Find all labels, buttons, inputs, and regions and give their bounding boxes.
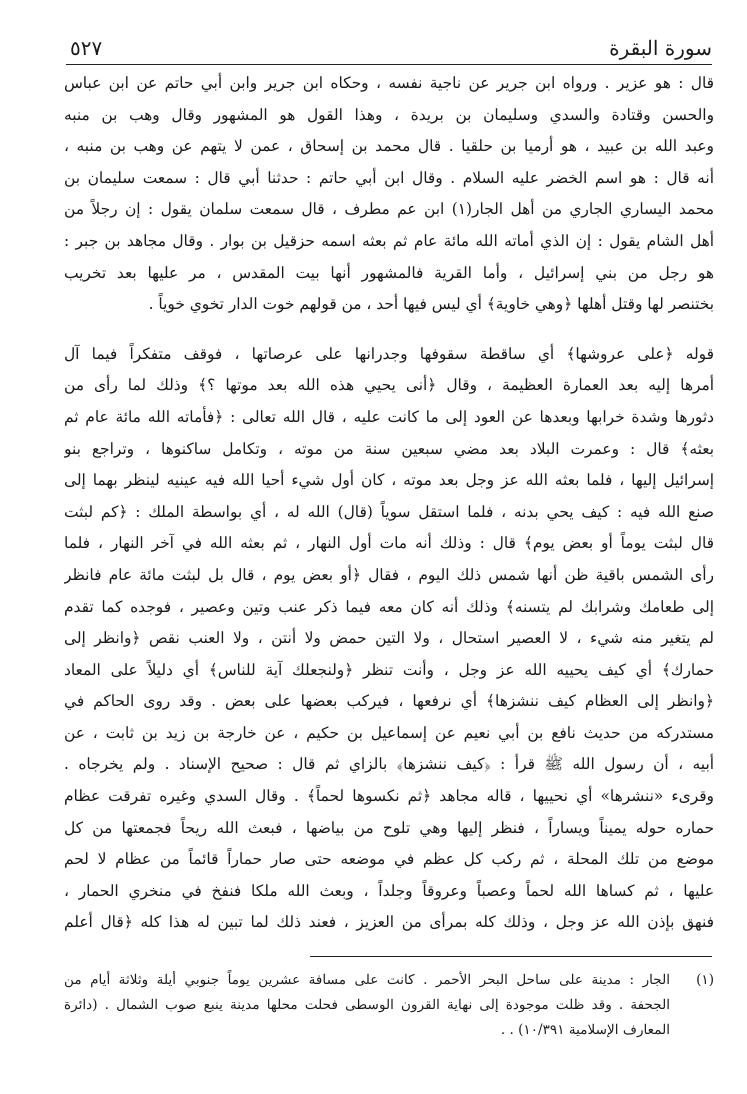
footnote-number: (١) — [696, 972, 714, 988]
text-line: لم يتغير منه شيء ، لا العصير استحال ، ولا التين حمض ولا أنتن ، ولا العنب نقص ﴿وانظر إلى — [64, 629, 714, 648]
surah-title: سورة البقرة — [609, 36, 712, 60]
paragraph-2 — [64, 339, 714, 939]
text-line: قوله ﴿على عروشها﴾ أي ساقطة سقوفها وجدرانها على عرصاتها ، فوقف متفكراً فيما آل — [64, 344, 714, 363]
text-line: حمارك﴾ أي كيف يحييه الله عز وجل ، وأنت تنظر ﴿ولنجعلك آية للناس﴾ أي دليلاً على المعاد — [64, 660, 714, 679]
text-line: صنع الله فيه : كيف يحي بدنه ، فلما استقل سوياً (قال) الله له ، أي بواسطة الملك : ﴿كم لبثت — [64, 502, 714, 521]
text-line: عليها ، ثم كساها الله لحماً وعصباً وعروقاً وجلداً ، وبعث الله ملكا فنفخ في منخري الحمار ، — [64, 881, 714, 900]
text-line: إلى طعامك وشرابك لم يتسنه﴾ وذلك أنه كان معه فيما ذكر عنب وتين وعصير ، فوجده كما تقدم — [64, 597, 714, 616]
header-divider — [66, 64, 712, 65]
text-line: أمرها إليه بعد العمارة العظيمة ، وقال ﴿أنى يحيي هذه الله بعد موتها ؟﴾ وذلك لما رأى من — [64, 376, 714, 395]
text-line: قال لبثت يوماً أو بعض يوم﴾ قال : وذلك أنه مات أول النهار ، ثم بعثه الله في آخر النهار ، فلما — [64, 534, 714, 553]
footnote — [64, 968, 714, 1043]
text-line: ﴿وانظر إلى العظام كيف ننشزها﴾ أي نرفعها ، فيركب بعضها على بعض . وقد روى الحاكم في — [64, 692, 714, 711]
text-line: بعثه﴾ قال : وعمرت البلاد بعد مضي سبعين سنة من موته ، وتكامل ساكنوها ، وتراجع بنو — [64, 439, 714, 458]
text-line: إسرائيل إليها ، فلما بعثه الله عز وجل بعد موته ، كان أول شيء أحيا الله فيه عينيه لينظر بهما إلى — [64, 471, 714, 490]
text-line: حماره حوله يميناً ويساراً ، فنظر إليها وهي تلوح من بياضها ، فبعث الله ريحاً فجمعتها من كل — [64, 818, 714, 837]
text-line: أهل الشام يقول : إن الذي أماته الله مائة عام ثم بعثه اسمه حزقيل بن بوار . وقال مجاهد بن جبر : — [64, 231, 714, 250]
text-line: دثورها وشدة خرابها وبعدها عن العود إلى ما كانت عليه ، قال الله تعالى : ﴿فأماته الله مائة عام ثم — [64, 407, 714, 426]
main-text — [64, 68, 714, 939]
text-line: قال : هو عزير . ورواه ابن جرير عن ناجية نفسه ، وحكاه ابن جرير وابن أبي حاتم عن ابن عباس — [64, 74, 714, 92]
footnote-line: المعارف الإسلامية ١٠/٣٩١) . . — [500, 1022, 670, 1038]
page-header — [66, 34, 712, 62]
page-number: ٥٢٧ — [70, 36, 103, 60]
text-line: موضع من تلك المحلة ، ثم ركب كل عظم في موضعه حتى صار حماراً قائماً من عظام لا لحم — [64, 850, 714, 869]
text-line: وعبد الله بن عبيد ، هو أرميا بن حلقيا . قال محمد بن إسحاق ، عمن لا يتهم عن وهب بن منبه ، — [64, 137, 714, 156]
footnote-body — [64, 968, 670, 1043]
text-line: فنهق بإذن الله عز وجل ، وذلك كله بمرأى من العزيز ، فعند ذلك لما تبين له هذا كله ﴿قال أعلم — [64, 913, 714, 932]
text-line: أنه قال : هو اسم الخضر عليه السلام . وقال ابن أبي حاتم : حدثنا أبي قال : سمعت سليمان بن — [64, 168, 714, 187]
text-line: محمد اليساري الجاري من أهل الجار(١) ابن عم مطرف ، قال سمعت سلمان يقول : إن رجلاً من — [64, 200, 714, 219]
text-line: هو رجل من بني إسرائيل ، وأما القرية فالمشهور أنها بيت المقدس ، مر عليها بعد تخريب — [64, 263, 714, 282]
footnote-line: الجار : مدينة على ساحل البحر الأحمر . كانت على مسافة عشرين يوماً جنوبي أيلة وثلاثة أيام من — [64, 972, 670, 988]
text-line: والحسن وقتادة والسدي وسليمان بن بريدة ، وهذا القول هو المشهور وقال وهب بن منبه — [64, 105, 714, 124]
text-line: وقرىء «ننشرها» أي نحييها ، قاله مجاهد ﴿ثم نكسوها لحماً﴾ . وقال السدي وغيره تفرقت عظام — [64, 787, 714, 806]
text-line: مستدركه من حديث نافع بن أبي نعيم عن إسماعيل بن حكيم ، عن خارجة بن زيد بن ثابت ، عن — [64, 723, 714, 742]
footnote-line: الجحفة . وقد ظلت موجودة إلى نهاية القرون الوسطى فحلت محلها مدينة ينبع صوب الشمال . (دائرة — [64, 997, 670, 1013]
footnote-divider — [310, 956, 712, 957]
text-line: بختنصر لها وقتل أهلها ﴿وهي خاوية﴾ أي ليس فيها أحد ، من قولهم خوت الدار تخوي خوياً . — [148, 295, 714, 314]
text-line: رأى الشمس باقية ظن أنها شمس ذلك اليوم ، فقال ﴿أو بعض يوم ، قال بل لبثت مائة عام فانظر — [64, 565, 714, 584]
text-line: أبيه ، أن رسول الله ﷺ قرأ : ﴿كيف ننشزها﴾ بالزاي ثم قال : صحيح الإسناد . ولم يخرجاه . — [64, 755, 714, 774]
paragraph-1 — [64, 68, 714, 321]
